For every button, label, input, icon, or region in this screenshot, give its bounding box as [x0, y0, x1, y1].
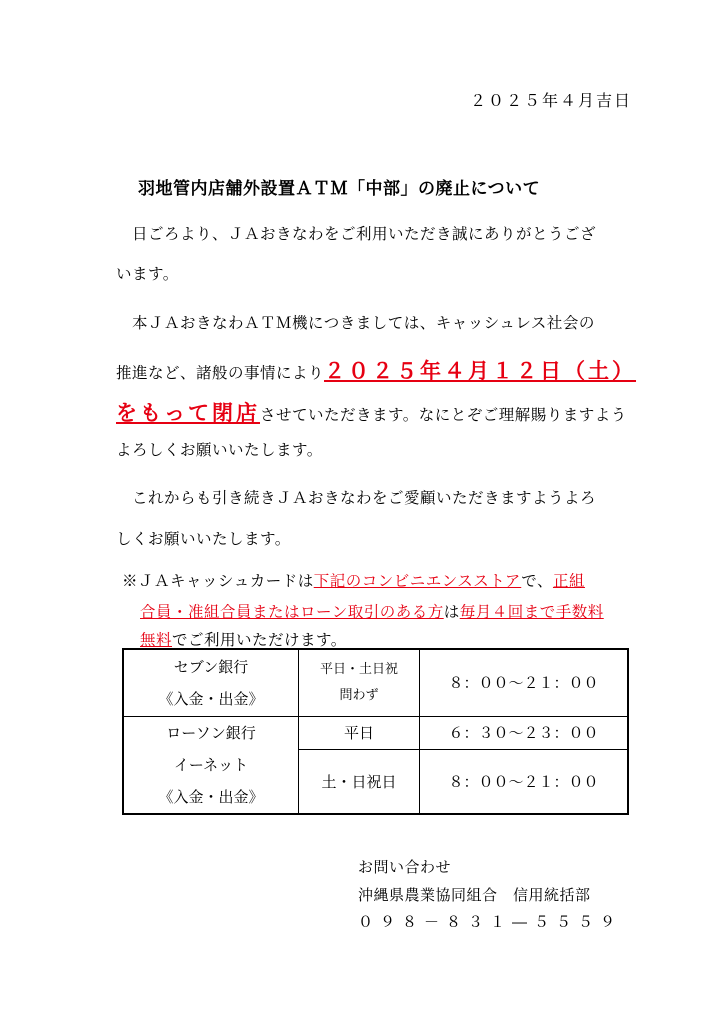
note-text: ※ＪＡキャッシュカードは [122, 572, 314, 590]
contact-heading: お問い合わせ [358, 858, 452, 876]
days-text: 平日・土日祝 [319, 662, 398, 677]
bank-cell-seven [123, 649, 299, 717]
service-type: 《入金・出金》 [158, 690, 264, 708]
note-highlight-fee: 毎月４回まで手数料 [459, 603, 604, 621]
atm-hours-table [122, 648, 629, 815]
days-cell: 土・日祝日 [299, 750, 420, 814]
note-line1 [122, 569, 585, 591]
bank-name: イーネット [173, 756, 249, 774]
service-type: 《入金・出金》 [158, 788, 264, 806]
closing-notice-highlight: をもって閉店 [116, 400, 260, 425]
para2-line3-suffix: させていただきます。なにとぞご理解賜りますよう [260, 406, 627, 424]
note-text: でご利用いただけます。 [172, 631, 347, 649]
table-row [123, 649, 628, 717]
para2-line3 [116, 397, 627, 427]
para2-line1: 本ＪＡおきなわＡＴＭ機につきましては、キャッシュレス社会の [132, 314, 595, 332]
hours-cell: ８：００～２１：００ [420, 750, 629, 814]
note-line2 [140, 600, 604, 622]
document-title: 羽地管内店舗外設置ＡＴＭ「中部」の廃止について [138, 179, 541, 199]
contact-phone: ０９８－８３１―５５５９ [358, 913, 623, 931]
bank-name: セブン銀行 [173, 658, 249, 676]
days-cell [299, 649, 420, 717]
para2-line2-prefix: 推進など、諸般の事情により [116, 364, 325, 382]
para2-line4: よろしくお願いいたします。 [116, 441, 323, 459]
hours-cell: ６：３０～２３：００ [420, 717, 629, 750]
para3-line1: これからも引き続きＪＡおきなわをご愛顧いただきますようよろ [132, 489, 597, 507]
closing-date-highlight: ２０２５年４月１２日（土） [324, 358, 637, 383]
note-line3 [140, 628, 347, 650]
note-highlight-free: 無料 [140, 631, 173, 649]
days-text: 問わず [339, 688, 379, 703]
days-cell: 平日 [299, 717, 420, 750]
para2-line2 [116, 355, 636, 385]
para1-line2: います。 [116, 265, 179, 283]
note-highlight-convenience-store: 下記のコンビニエンスストア [313, 572, 522, 590]
note-highlight-members: 合員・准組合員またはローン取引のある方 [140, 603, 444, 621]
table-row [123, 717, 628, 750]
note-text: は [443, 603, 460, 621]
bank-name: ローソン銀行 [166, 724, 256, 742]
para3-line2: しくお願いいたします。 [116, 530, 291, 548]
note-highlight-members: 正組 [552, 572, 585, 590]
contact-org: 沖縄県農業協同組合 信用統括部 [358, 886, 591, 904]
note-text: で、 [521, 572, 553, 590]
bank-cell-lawson [123, 717, 299, 815]
document-date: ２０２５年４月吉日 [469, 91, 632, 110]
hours-cell: ８：００～２１：００ [420, 649, 629, 717]
para1-line1: 日ごろより、ＪＡおきなわをご利用いただき誠にありがとうござ [132, 225, 597, 243]
